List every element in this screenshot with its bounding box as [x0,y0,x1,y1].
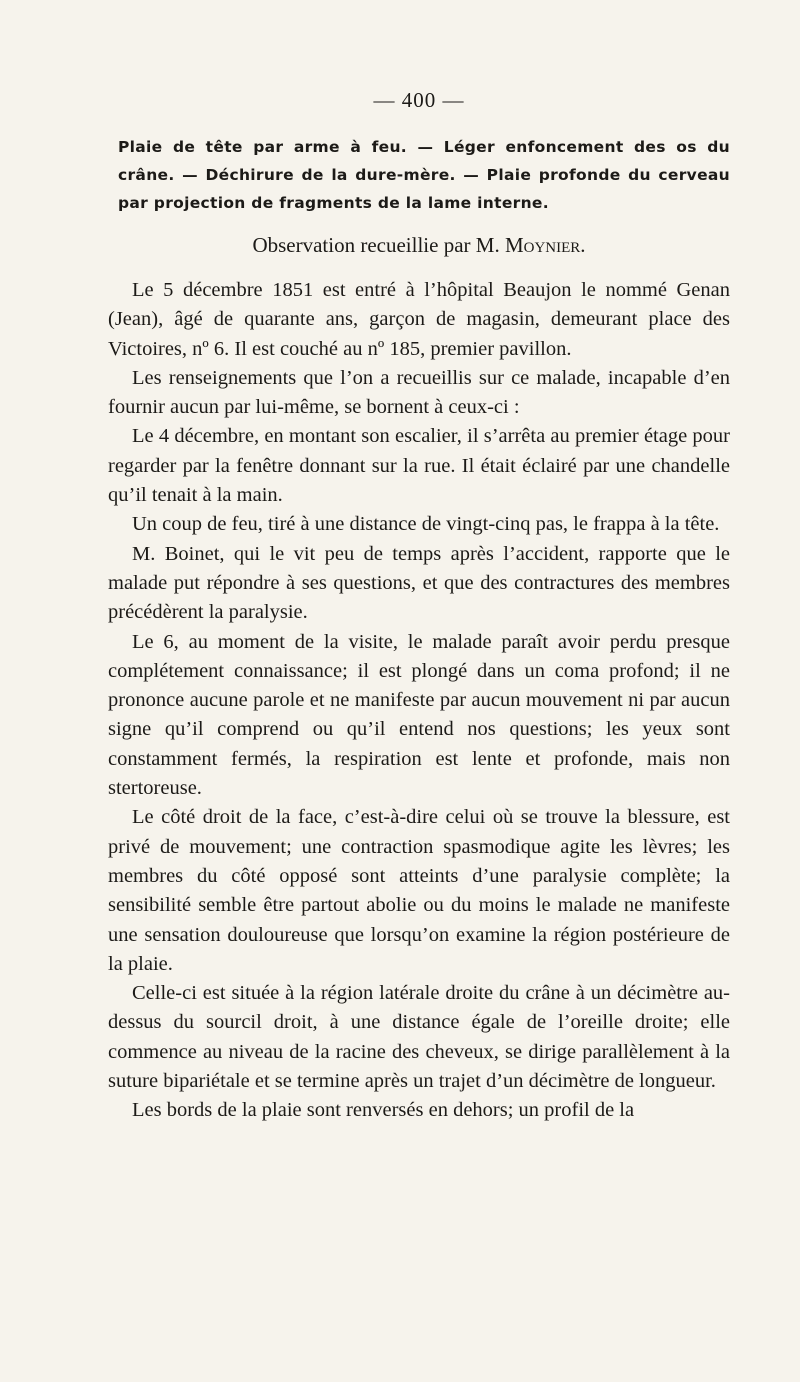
observation-byline [108,233,730,258]
paragraph: M. Boinet, qui le vit peu de temps après l’accident, rapporte que le malade put répondre à ses questions, et que des contractures des membres précédèrent la paralysie. [108,542,730,624]
paragraph: Le 6, au moment de la visite, le malade paraît avoir perdu presque complétement connaissance; il est plongé dans un coma profond; il ne prononce aucune parole et ne manifeste par aucun mouvement ni par aucun signe qu’il comprend ou qu’il entend nos questions; les yeux sont constamment fermés, la respiration est lente et profonde, mais non stertoreuse. [108,630,730,800]
body-text [108,276,730,1126]
paragraph: Le côté droit de la face, c’est-à-dire celui où se trouve la blessure, est privé de mouvement; une contraction spasmodique agite les lèvres; les membres du côté opposé sont atteints d’une paralysie complète; la sensibilité semble être partout abolie ou du moins le malade ne manifeste une sensation douloureuse que lorsqu’on examine la région postérieure de la plaie. [108,806,730,975]
observation-prefix: Observation recueillie par M. [252,233,505,257]
paragraph: Les renseignements que l’on a recueillis sur ce malade, incapable d’en fournir aucun par lui-même, se bornent à ceux-ci : [108,366,730,419]
paragraph: Le 4 décembre, en montant son escalier, il s’arrêta au premier étage pour regarder par la fenêtre donnant sur la rue. Il était éclairé par une chandelle qu’il tenait à la main. [108,425,730,507]
paragraph: Le 5 décembre 1851 est entré à l’hôpital Beaujon le nommé Genan (Jean), âgé de quarante ans, garçon de magasin, demeurant place des Victoires, nº 6. Il est couché au nº 185, premier pavillon. [108,279,730,360]
paragraph: Les bords de la plaie sont renversés en dehors; un profil de la [132,1099,635,1122]
observation-author: Moynier. [504,233,586,257]
page-number: — 400 — [373,88,465,112]
paragraph: Celle-ci est située à la région latérale droite du crâne à un décimètre au-dessus du sourcil droit, à une distance égale de l’oreille droite; elle commence au niveau de la racine des cheveux, se dirige parallèlement à la suture bipariétale et se termine après un trajet d’un décimètre de longueur. [108,982,730,1093]
paragraph: Un coup de feu, tiré à une distance de vingt-cinq pas, le frappa à la tête. [132,513,720,536]
case-headline: Plaie de tête par arme à feu. — Léger enfoncement des os du crâne. — Déchirure de la dure-mère. — Plaie profonde du cerveau par projection de fragments de la lame interne. [118,138,730,212]
